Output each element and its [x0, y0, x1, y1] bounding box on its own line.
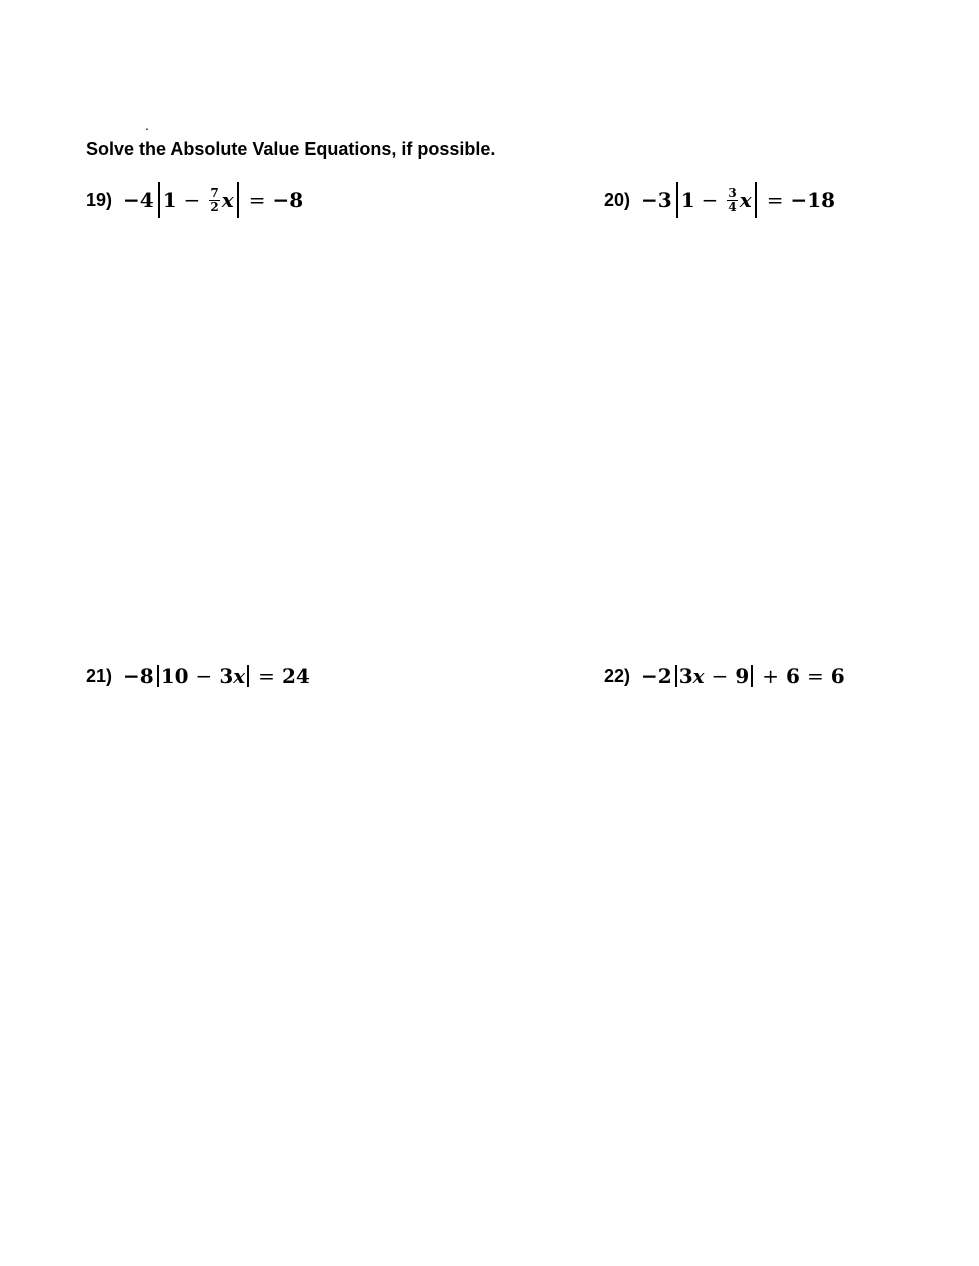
- coefficient: −4: [123, 188, 154, 212]
- fraction-denominator: 2: [210, 199, 219, 214]
- minus-sign: −: [183, 188, 201, 212]
- problem-number: 22): [604, 665, 631, 686]
- abs-bar-left: [676, 182, 678, 218]
- abs-bar-right: [751, 665, 753, 687]
- abs-bar-left: [157, 665, 159, 687]
- fraction: [209, 187, 219, 214]
- inner-constant: 9: [735, 664, 750, 688]
- equation: [641, 182, 835, 218]
- right-hand-side: 6: [830, 664, 845, 688]
- fraction-denominator: 4: [728, 199, 737, 214]
- fraction-numerator: 7: [210, 185, 219, 200]
- inner-constant: 1: [680, 188, 695, 212]
- variable: x: [221, 188, 234, 212]
- outer-constant: 6: [786, 664, 800, 688]
- inner-constant: 10: [160, 664, 189, 688]
- plus-sign: +: [762, 664, 780, 688]
- equation: [123, 182, 303, 218]
- inner-coefficient: 3: [678, 664, 693, 688]
- abs-bar-right: [755, 182, 757, 218]
- variable: x: [739, 188, 752, 212]
- abs-bar-right: [247, 665, 249, 687]
- problem-number: 21): [86, 665, 113, 686]
- minus-sign: −: [195, 664, 213, 688]
- coefficient: −8: [123, 664, 154, 688]
- inner-coefficient: 3: [219, 664, 234, 688]
- equation: [123, 664, 310, 688]
- abs-bar-left: [158, 182, 160, 218]
- right-hand-side: −18: [790, 188, 836, 212]
- minus-sign: −: [701, 188, 719, 212]
- coefficient: −2: [641, 664, 672, 688]
- abs-bar-right: [237, 182, 239, 218]
- fraction: [727, 187, 737, 214]
- equals-sign: =: [248, 188, 266, 212]
- problem-20: [604, 182, 835, 218]
- problem-number: 19): [86, 189, 113, 210]
- equation: [641, 664, 845, 688]
- problem-19: [86, 182, 303, 218]
- abs-bar-left: [675, 665, 677, 687]
- minus-sign: −: [711, 664, 729, 688]
- stray-mark: .: [145, 117, 149, 133]
- inner-constant: 1: [162, 188, 177, 212]
- equals-sign: =: [258, 664, 275, 688]
- equals-sign: =: [806, 664, 824, 688]
- right-hand-side: 24: [281, 664, 310, 688]
- variable: x: [692, 664, 705, 688]
- fraction-numerator: 3: [728, 185, 737, 200]
- problem-21: [86, 664, 310, 688]
- right-hand-side: −8: [272, 188, 304, 212]
- variable: x: [233, 664, 246, 688]
- problem-22: [604, 664, 845, 688]
- equals-sign: =: [766, 188, 784, 212]
- coefficient: −3: [641, 188, 672, 212]
- instructions-heading: Solve the Absolute Value Equations, if possible.: [86, 139, 496, 159]
- problem-number: 20): [604, 189, 631, 210]
